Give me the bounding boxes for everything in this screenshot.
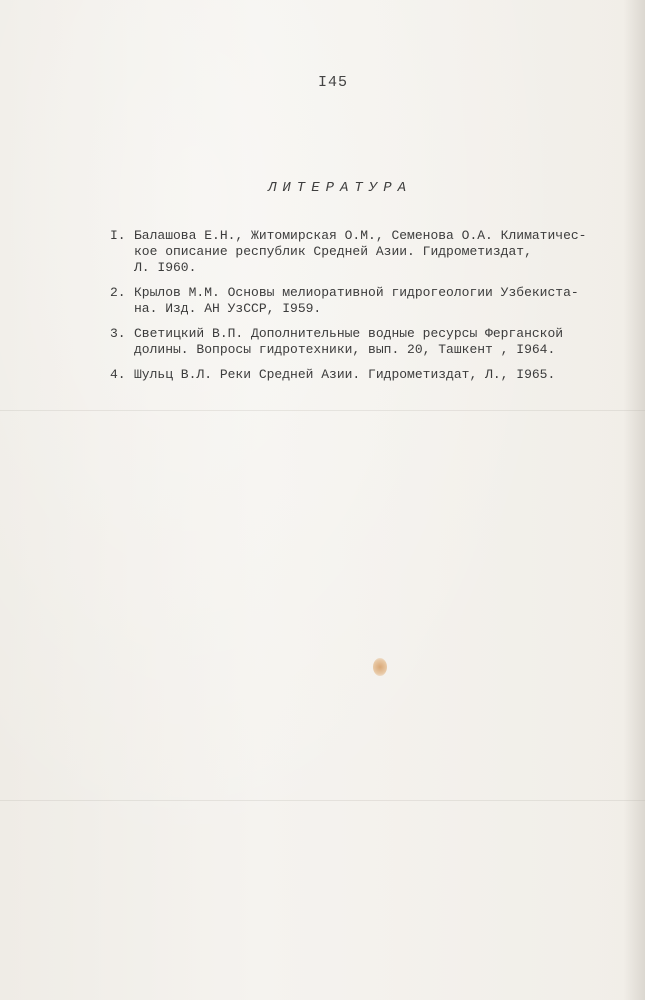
page-edge-shadow (623, 0, 645, 1000)
reference-text: Крылов М.М. Основы мелиоративной гидрогеологии Узбекиста- на. Изд. АН УзССР, I959. (134, 285, 579, 316)
reference-number: 3. (110, 326, 126, 341)
reference-item (110, 285, 625, 317)
paper-crease (0, 410, 645, 411)
reference-number: 4. (110, 367, 126, 382)
reference-text: Светицкий В.П. Дополнительные водные ресурсы Ферганской долины. Вопросы гидротехники, вып. 20, Ташкент , I964. (134, 326, 564, 357)
page-title: ЛИТЕРАТУРА (268, 180, 413, 196)
reference-text: Шульц В.Л. Реки Средней Азии. Гидрометиздат, Л., I965. (134, 367, 556, 382)
paper-stain (373, 658, 387, 676)
paper-crease (0, 800, 645, 801)
page-number: I45 (318, 74, 349, 91)
reference-item (110, 367, 625, 383)
reference-item (110, 326, 625, 358)
reference-text: Балашова Е.Н., Житомирская О.М., Семенова О.А. Климатичес- кое описание республик Средней Азии. Гидрометиздат, Л. I960. (134, 228, 587, 275)
reference-number: I. (110, 228, 126, 243)
reference-number: 2. (110, 285, 126, 300)
reference-list (110, 228, 625, 392)
reference-item (110, 228, 625, 276)
